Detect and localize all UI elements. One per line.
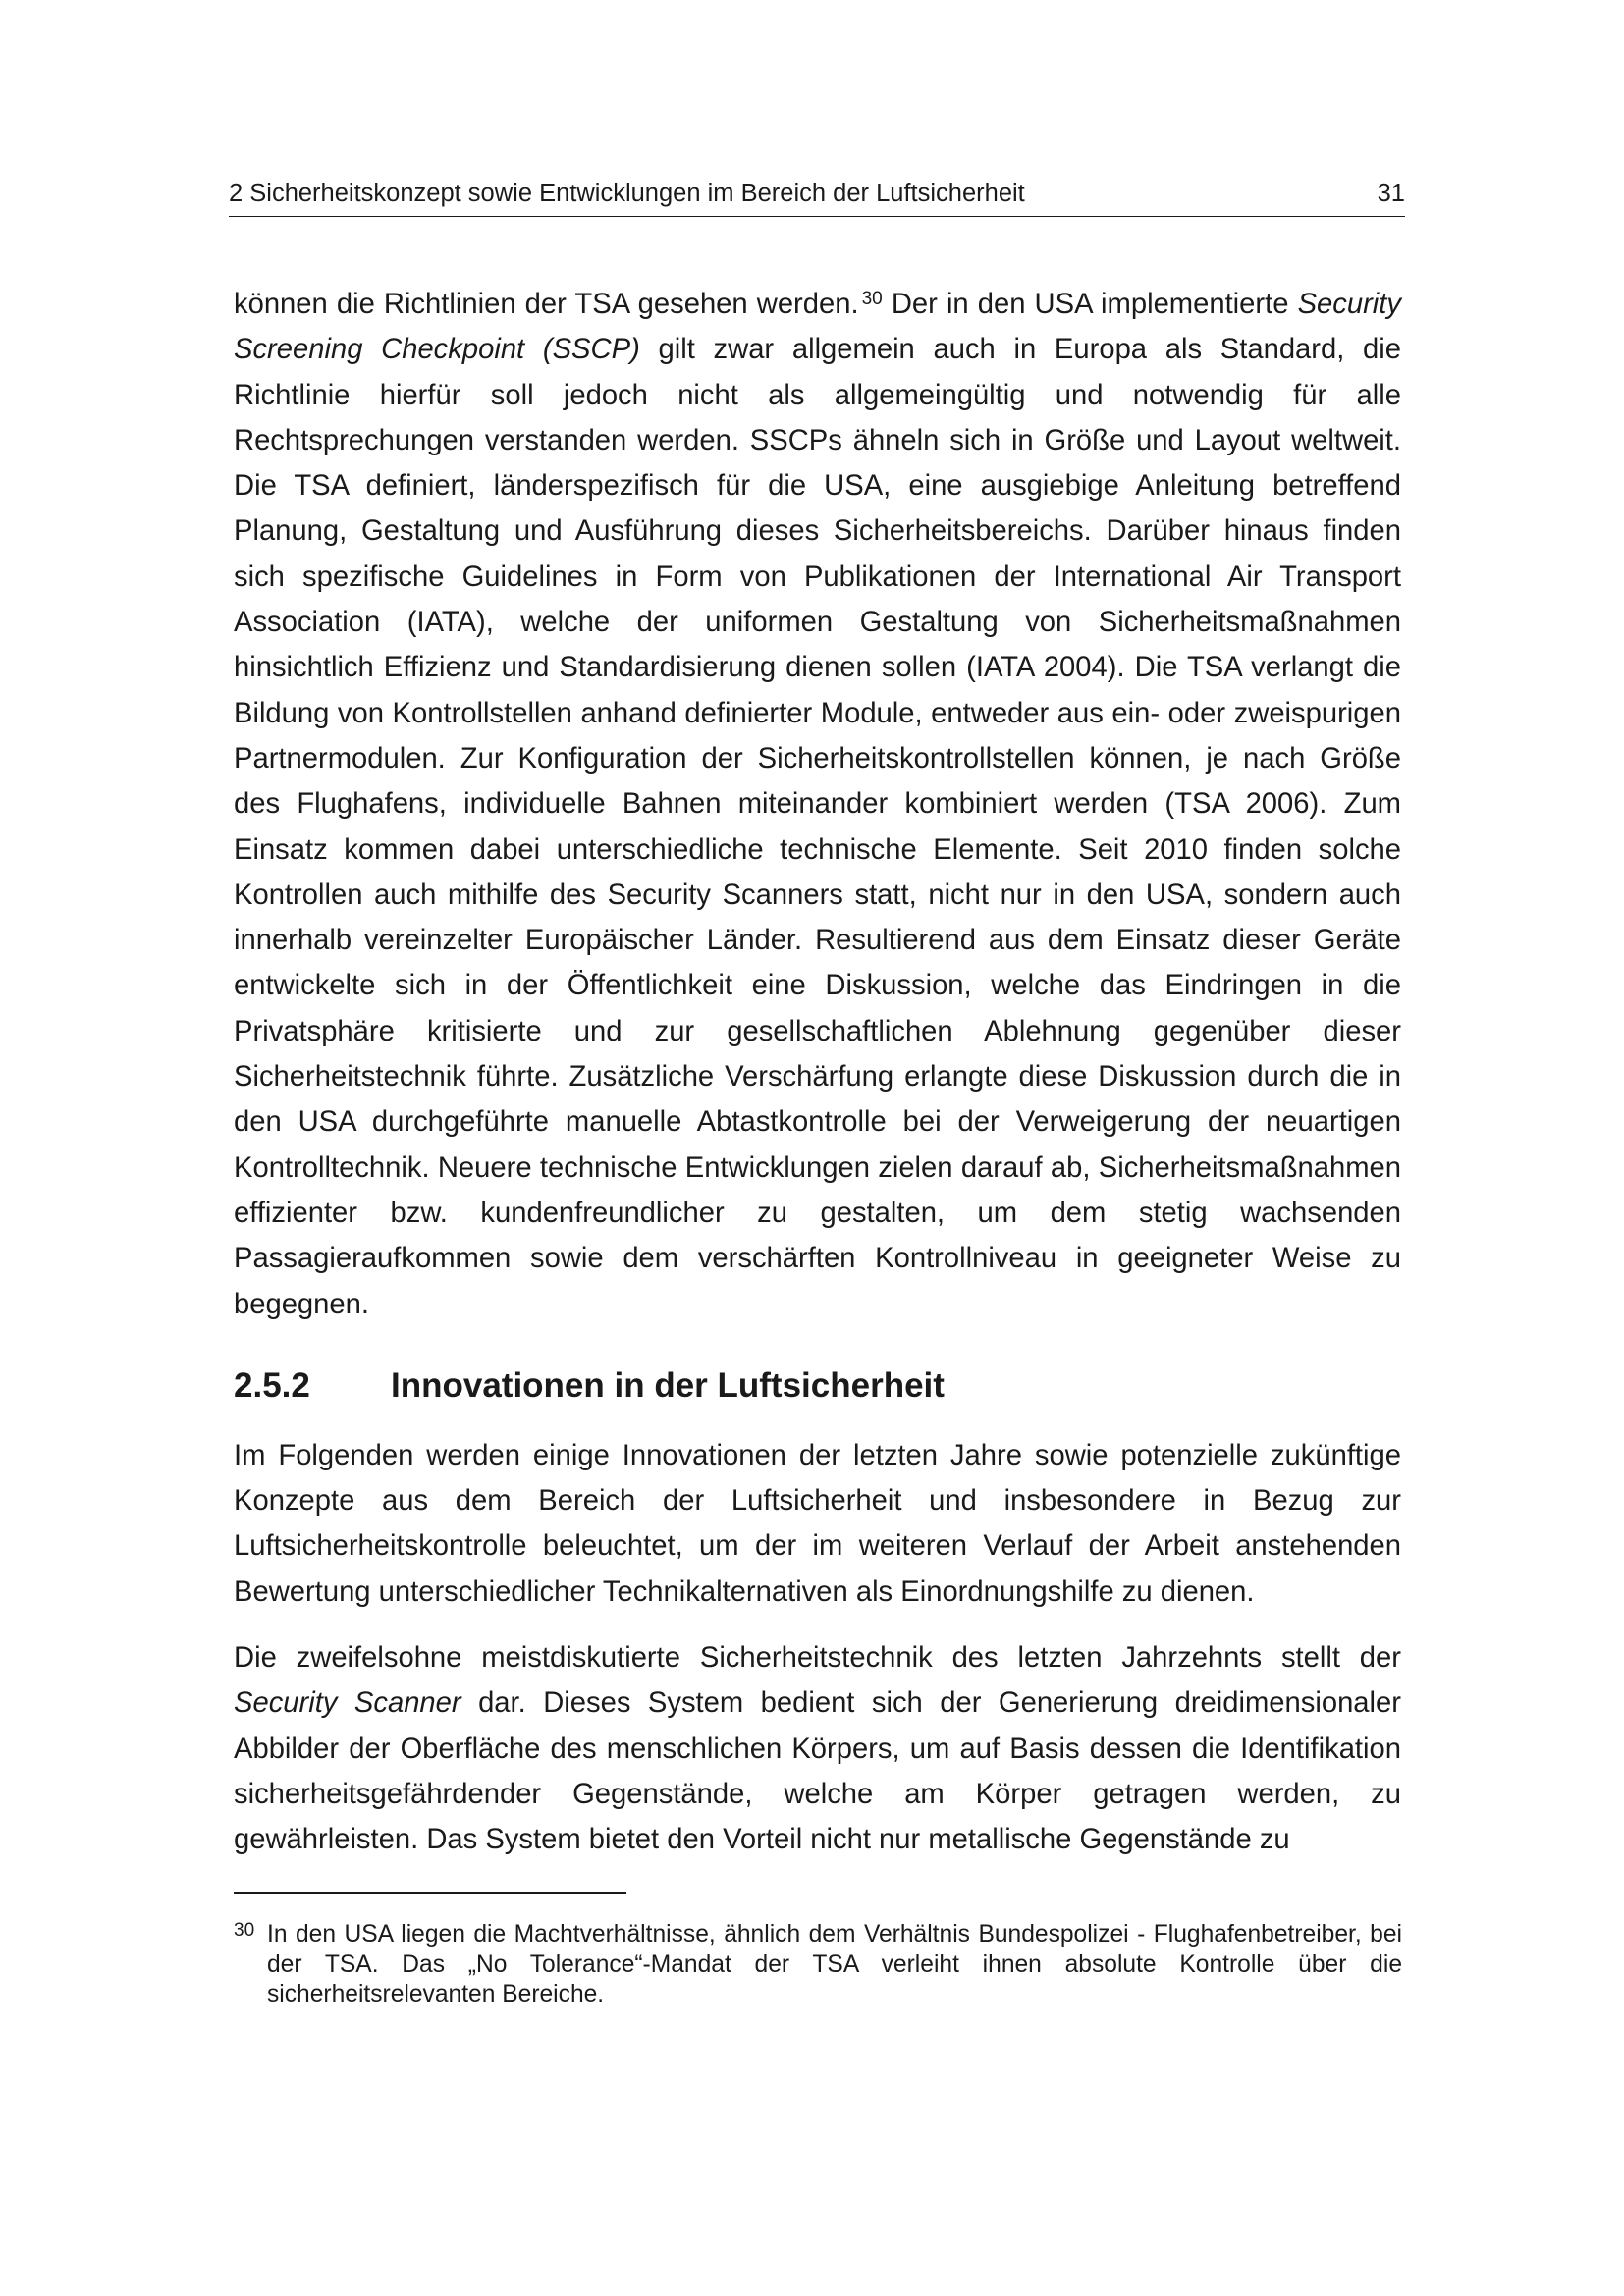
security-scanner-term: Security Scanner (234, 1687, 461, 1720)
footnote-number: 30 (234, 1920, 255, 1941)
paragraph-3 (234, 1635, 1401, 1862)
page-number: 31 (1377, 180, 1405, 207)
paragraph-1-continuation: Der in den USA implementierte (882, 289, 1298, 320)
running-header (229, 177, 1405, 217)
section-number: 2.5.2 (234, 1365, 310, 1405)
footnote-text: In den USA liegen die Machtverhältnisse, ähnlich dem Verhältnis Bundespolizei - Flughafenbetreiber, bei der TSA. Das „No Tolerance“-Mandat der TSA verleiht ihnen absolute Kontrolle über die sicherheitsrelevanten Bereiche. (267, 1921, 1402, 2008)
footnote-reference[interactable]: 30 (861, 289, 883, 309)
paragraph-1-start: können die Richtlinien der TSA gesehen werden. (234, 289, 859, 320)
paragraph-1-rest: gilt zwar allgemein auch in Europa als Standard, die Richtlinie hierfür soll jedoch nicht als allgemeingültig und notwendig für alle Rechtsprechungen verstanden werden. SSCPs ähneln sich in Größe und Layout weltweit. Die TSA definiert, länderspezifisch für die USA, eine ausgiebige Anleitung betreffend Planung, Gestaltung und Ausführung dieses Sicherheitsbereichs. Darüber hinaus finden sich spezifische Guidelines in Form von Publikationen der International Air Transport Association (IATA), welche der uniformen Gestaltung von Sicherheitsmaßnahmen hinsichtlich Effizienz und Standardisierung dienen sollen (IATA 2004). Die TSA verlangt die Bildung von Kontrollstellen anhand definierter Module, entweder aus ein- oder zweispurigen Partnermodulen. Zur Konfiguration der Sicherheitskontrollstellen können, je nach Größe des Flughafens, individuelle Bahnen miteinander kombiniert werden (TSA 2006). Zum Einsatz kommen dabei unterschiedliche technische Elemente. Seit 2010 finden solche Kontrollen auch mithilfe des Security Scanners statt, nicht nur in den USA, sondern auch innerhalb vereinzelter Europäischer Länder. Resultierend aus dem Einsatz dieser Geräte entwickelte sich in der Öffentlichkeit eine Diskussion, welche das Eindringen in die Privatsphäre kritisierte und zur gesellschaftlichen Ablehnung gegenüber dieser Sicherheitstechnik führte. Zusätzliche Verschärfung erlangte diese Diskussion durch die in den USA durchgeführte manuelle Abtastkontrolle bei der Verweigerung der neuartigen Kontrolltechnik. Neuere technische Entwicklungen zielen darauf ab, Sicherheitsmaßnahmen effizienter bzw. kundenfreundlicher zu gestalten, um dem stetig wachsenden Passagieraufkommen sowie dem verschärften Kontrollniveau in geeigneter Weise zu begegnen. (234, 334, 1401, 1320)
paragraph-3-intro: Die zweifelsohne meistdiskutierte Sicherheitstechnik des letzten Jahrzehnts stellt der (234, 1642, 1401, 1675)
footnote (234, 1920, 1402, 2010)
paragraph-2: Im Folgenden werden einige Innovationen der letzten Jahre sowie potenzielle zukünftige Konzepte aus dem Bereich der Luftsicherheit und insbesondere in Bezug zur Luftsicherheitskontrolle beleuchtet, um der im weiteren Verlauf der Arbeit anstehenden Bewertung unterschiedlicher Technikalternativen als Einordnungshilfe zu dienen. (234, 1439, 1401, 1608)
chapter-title: 2 Sicherheitskonzept sowie Entwicklungen im Bereich der Luftsicherheit (229, 180, 1025, 207)
section-heading (234, 1363, 1401, 1409)
sscp-term: Security Screening Checkpoint (SSCP) (234, 289, 1401, 366)
footnote-separator (234, 1892, 626, 1894)
section-title: Innovationen in der Luftsicherheit (391, 1365, 945, 1405)
paragraph-3-rest: dar. Dieses System bedient sich der Generierung dreidimensionaler Abbilder der Oberfläche des menschlichen Körpers, um auf Basis dessen die Identifikation sicherheitsgefährdender Gegenstände, welche am Körper getragen werden, zu gewährleisten. Das System bietet den Vorteil nicht nur metallische Gegenstände zu (234, 1687, 1401, 1856)
page-body (234, 282, 1401, 1863)
paragraph-1 (234, 282, 1401, 1327)
